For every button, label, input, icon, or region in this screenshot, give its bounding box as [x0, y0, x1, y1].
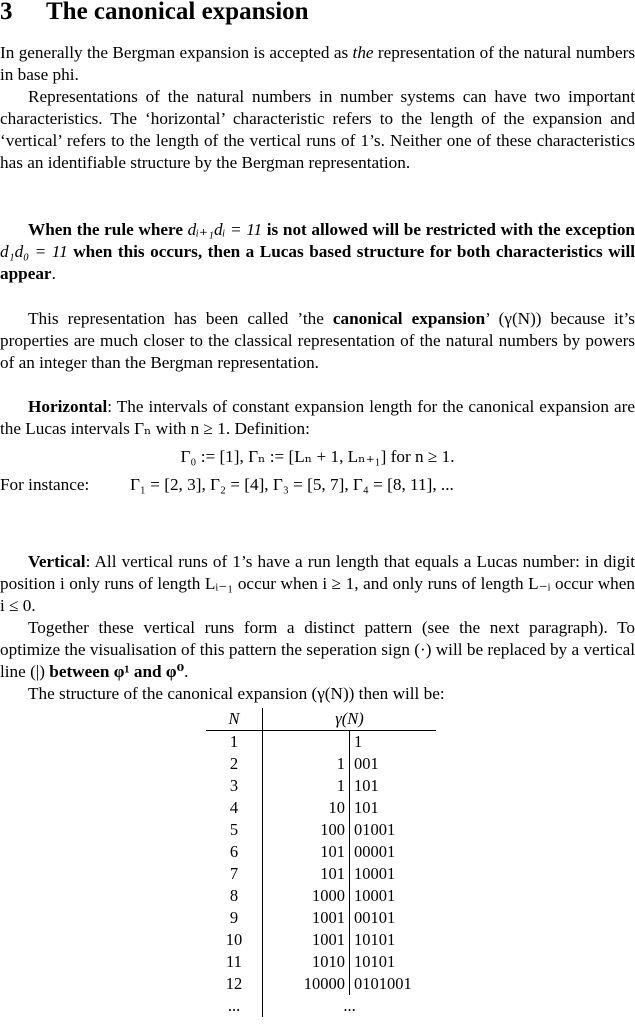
cell-gamma-fraction-part: 10101 [354, 952, 396, 971]
vertical-paragraph: Vertical: All vertical runs of 1’s have a run length that equals a Lucas number: in digit position i only runs of length Lᵢ₋₁ occur when i ≥ 1, and only runs of length L₋ᵢ occur when i ≤ 0. [0, 552, 635, 615]
canonical-expansion-table [206, 708, 436, 1017]
section-heading [0, 0, 309, 27]
math-d1d0: d₁d₀ = 11 [0, 242, 68, 261]
cell-n: 5 [206, 819, 263, 841]
term-canonical-expansion: canonical expansion [332, 309, 486, 328]
naming-block [0, 308, 635, 374]
cell-gamma-fraction-part: 0101001 [354, 974, 412, 993]
cell-gamma-fraction-part: 10001 [354, 886, 396, 905]
table-header-row [206, 708, 436, 731]
table-row [206, 863, 436, 885]
table-body [206, 731, 436, 1018]
cell-gamma-integer-part: 1001 [263, 929, 350, 951]
cell-gamma-fraction-part: 10001 [354, 864, 396, 883]
cell-gamma-integer-part: 1 [263, 775, 350, 797]
horizontal-block [0, 396, 635, 496]
cell-gamma-integer-part: 101 [263, 863, 350, 885]
table-row-ellipsis [206, 995, 436, 1017]
cell-gamma-fraction-part: 01001 [354, 820, 396, 839]
table-row [206, 775, 436, 797]
structure-intro: The structure of the canonical expansion (γ(N)) then will be: [28, 684, 445, 703]
cell-gamma-integer-part: 10000 [263, 973, 350, 995]
cell-gamma-integer-part [263, 731, 350, 754]
cell-gamma-fraction-part: 10101 [354, 930, 396, 949]
cell-gamma-integer-part: 1000 [263, 885, 350, 907]
cell-gamma-integer-part: 1010 [263, 951, 350, 973]
ellipsis-n: ... [206, 995, 263, 1017]
cell-n: 7 [206, 863, 263, 885]
example-label: For instance: [0, 475, 90, 494]
separator-paragraph: Together these vertical runs form a distinct pattern (see the next paragraph). To optimize the visualisation of this pattern the seperation sign (·) will be replaced by a vertical line (|) between φ¹ and φ⁰. [0, 618, 635, 681]
cell-gamma-integer-part: 1 [263, 753, 350, 775]
cell-gamma-fraction-part: 101 [354, 798, 379, 817]
cell-gamma-integer-part: 10 [263, 797, 350, 819]
intro-block [0, 42, 635, 174]
section-title: The canonical expansion [46, 0, 309, 25]
table-row [206, 929, 436, 951]
cell-n: 2 [206, 753, 263, 775]
cell-gamma-fraction-part: 00001 [354, 842, 396, 861]
ellipsis-gamma: ... [343, 996, 356, 1015]
cell-n: 1 [206, 731, 263, 754]
table-row [206, 797, 436, 819]
section-number: 3 [0, 0, 13, 25]
cell-n: 9 [206, 907, 263, 929]
vertical-label: Vertical [28, 552, 86, 571]
cell-gamma-fraction-part: 1 [354, 732, 363, 751]
horizontal-paragraph: Horizontal: The intervals of constant expansion length for the canonical expansion are the Lucas intervals Γₙ with n ≥ 1. Definition: [0, 397, 635, 438]
math-d-rule: dᵢ₊₁dᵢ = 11 [187, 220, 263, 239]
cell-n: 11 [206, 951, 263, 973]
vertical-block [0, 551, 635, 705]
cell-gamma-integer-part: 100 [263, 819, 350, 841]
intro-paragraph-1: In generally the Bergman expansion is accepted as the representation of the natural numbers in base phi. [0, 43, 635, 84]
cell-n: 10 [206, 929, 263, 951]
table-row [206, 885, 436, 907]
table-row [206, 753, 436, 775]
claim-block [0, 219, 635, 285]
naming-paragraph: This representation has been called ’the canonical expansion’ (γ(N)) because it’s properties are much closer to the classical representation of the natural numbers by powers of an integer than the Bergman representation. [0, 309, 635, 372]
lucas-interval-definition: Γ₀ := [1], Γₙ := [Lₙ + 1, Lₙ₊₁] for n ≥ 1. [180, 447, 455, 466]
cell-n: 3 [206, 775, 263, 797]
between-phi-bold: between φ¹ and φ⁰ [49, 662, 185, 681]
header-gamma: γ(N) [263, 708, 437, 731]
emphasis-the: the [352, 43, 374, 62]
cell-gamma-fraction-part: 101 [354, 776, 379, 795]
header-n: N [206, 708, 263, 731]
table-row [206, 973, 436, 995]
table-row [206, 841, 436, 863]
cell-n: 8 [206, 885, 263, 907]
table-row [206, 907, 436, 929]
cell-n: 4 [206, 797, 263, 819]
cell-gamma-fraction-part: 001 [354, 754, 379, 773]
cell-gamma-integer-part: 1001 [263, 907, 350, 929]
horizontal-label: Horizontal [28, 397, 108, 416]
intro-paragraph-2: Representations of the natural numbers in number systems can have two important characteristics. The ‘horizontal’ characteristic refers to the length of the expansion and ‘vertical’ refers to the length of the vertical runs of 1’s. Neither one of these characteristics has an identifiable structure by the Bergman representation. [0, 87, 635, 172]
example-intervals: Γ₁ = [2, 3], Γ₂ = [4], Γ₃ = [5, 7], Γ₄ = [8, 11], ... [130, 475, 454, 494]
table-row [206, 819, 436, 841]
lucas-interval-example [0, 474, 635, 496]
cell-n: 6 [206, 841, 263, 863]
table-row [206, 951, 436, 973]
cell-gamma-fraction-part: 00101 [354, 908, 396, 927]
cell-n: 12 [206, 973, 263, 995]
claim-paragraph: When the rule where dᵢ₊₁dᵢ = 11 is not allowed will be restricted with the exception d₁d₀ = 11 when this occurs, then a Lucas based structure for both characteristics will appear. [0, 220, 635, 283]
cell-gamma-integer-part: 101 [263, 841, 350, 863]
table-row [206, 731, 436, 754]
